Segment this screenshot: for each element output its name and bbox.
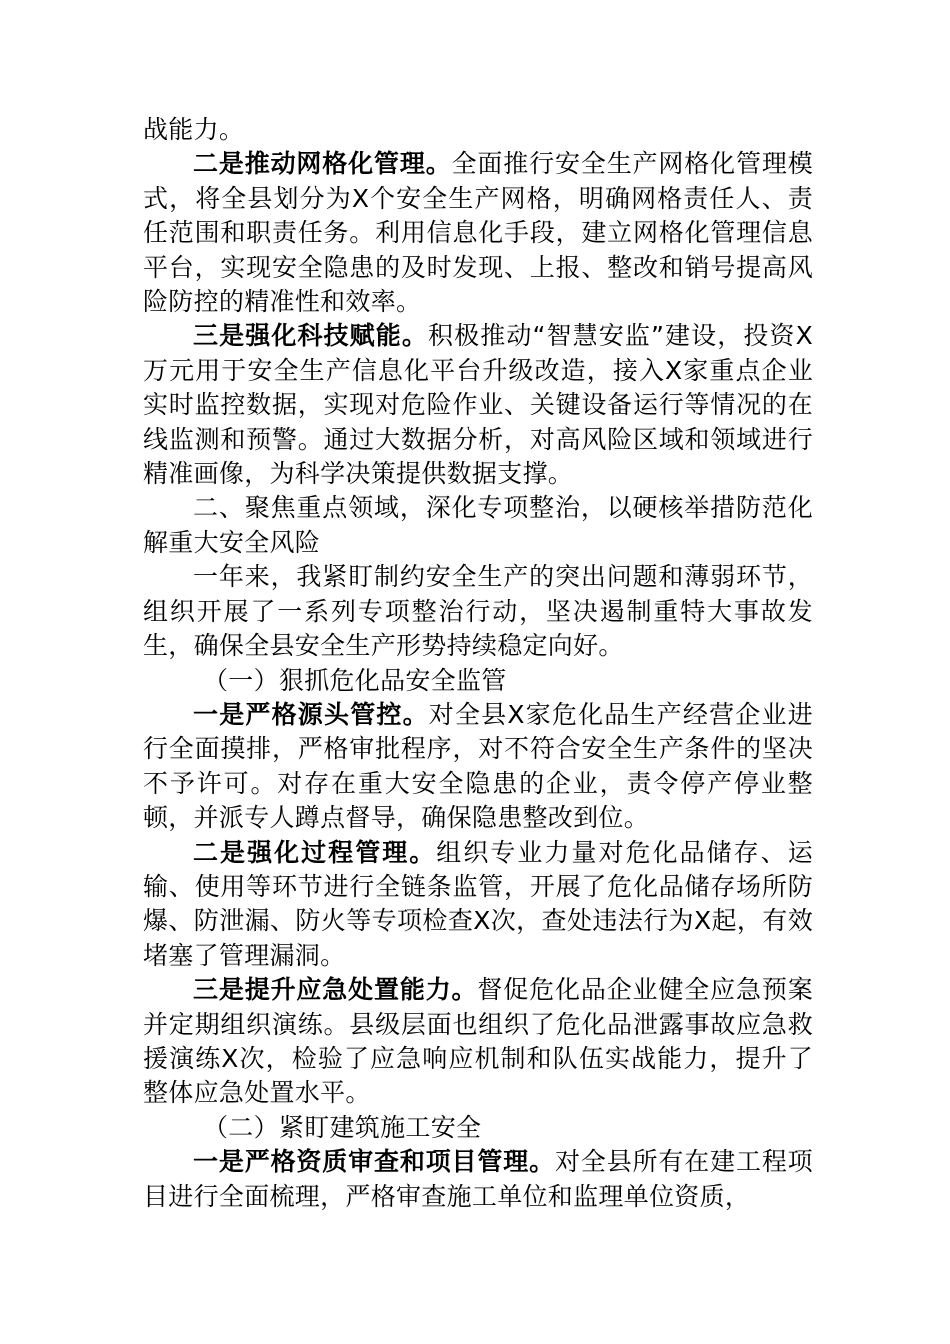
heading-text: 二、聚焦重点领域，深化专项整治，以硬核举措防范化解重大安全风险	[143, 493, 813, 557]
heading-text: （一）狠抓危化品安全监管	[203, 665, 507, 695]
paragraph-text: 对全县X家危化品生产经营企业进行全面摸排，严格审批程序，对不符合安全生产条件的坚决不予许可。对存在重大安全隐患的企业，责令停产停业整顿，并派专人蹲点督导，确保隐患整改到位。	[143, 699, 813, 833]
paragraph-grid-management	[143, 147, 813, 319]
paragraph-text: 督促危化品企业健全应急预案并定期组织演练。县级层面也组织了危化品泄露事故应急救援演练X次，检验了应急响应机制和队伍实战能力，提升了整体应急处置水平。	[143, 975, 813, 1108]
paragraph-section-intro	[143, 560, 813, 663]
paragraph-text: 一年来，我紧盯制约安全生产的突出问题和薄弱环节，组织开展了一系列专项整治行动，坚决遏制重特大事故发生，确保全县安全生产形势持续稳定向好。	[143, 562, 813, 661]
paragraph-continuation	[143, 113, 813, 147]
paragraph-text: 积极推动“智慧安监”建设，投资X万元用于安全生产信息化平台升级改造，接入X家重点企业实时监控数据，实现对危险作业、关键设备运行等情况的在线监测和预警。通过大数据分析，对高风险区域和领域进行精准画像，为科学决策提供数据支撑。	[143, 321, 813, 489]
paragraph-lead: 一是严格资质审查和项目管理。	[193, 1147, 555, 1177]
paragraph-lead: 二是推动网格化管理。	[193, 149, 452, 179]
paragraph-source-control	[143, 698, 813, 836]
paragraph-text: 战能力。	[143, 115, 245, 144]
paragraph-text: 对全县所有在建工程项目进行全面梳理，严格审查施工单位和监理单位资质，	[143, 1147, 813, 1211]
paragraph-lead: 三是强化科技赋能。	[193, 321, 428, 351]
subheading-construction	[143, 1111, 813, 1145]
paragraph-text: 组织专业力量对危化品储存、运输、使用等环节进行全链条监管，开展了危化品储存场所防爆、防泄漏、防火等专项检查X次，查处违法行为X起，有效堵塞了管理漏洞。	[143, 837, 814, 970]
heading-text: （二）紧盯建筑施工安全	[203, 1112, 482, 1142]
paragraph-emergency-response	[143, 973, 813, 1111]
paragraph-tech-empowerment	[143, 319, 813, 491]
paragraph-lead: 一是严格源头管控。	[193, 699, 429, 729]
paragraph-lead: 二是强化过程管理。	[193, 837, 437, 867]
paragraph-process-management	[143, 836, 813, 974]
document-body	[143, 113, 813, 1214]
paragraph-qualification-review	[143, 1145, 813, 1214]
subheading-hazchem	[143, 664, 813, 698]
paragraph-text: 全面推行安全生产网格化管理模式，将全县划分为X个安全生产网格，明确网格责任人、责任范围和职责任务。利用信息化手段，建立网格化管理信息平台，实现安全隐患的及时发现、上报、整改和销号提高风险防控的精准性和效率。	[143, 149, 813, 317]
paragraph-lead: 三是提升应急处置能力。	[193, 975, 478, 1005]
section-heading-two	[143, 491, 813, 560]
